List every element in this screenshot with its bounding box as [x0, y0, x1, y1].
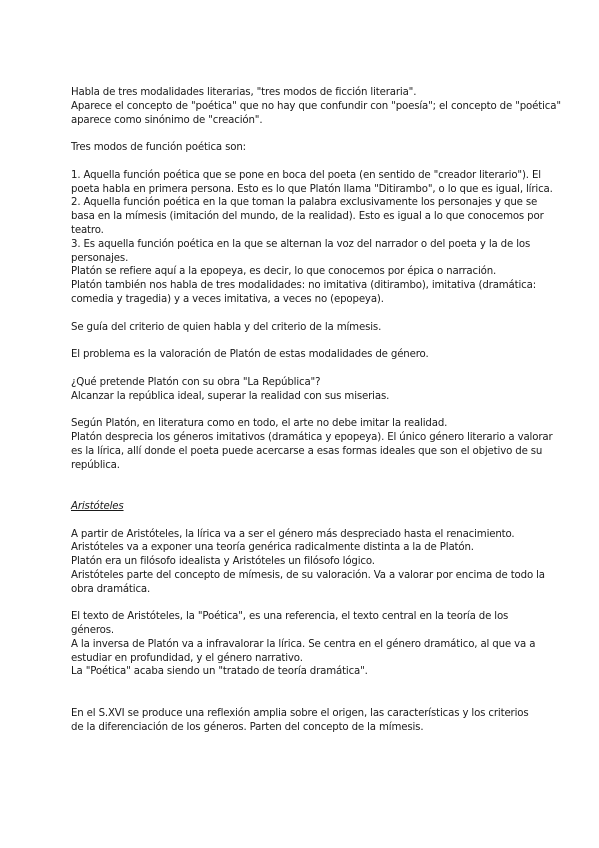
paragraph-modes-title [71, 141, 533, 155]
text-line: El problema es la valoración de Platón de estas modalidades de género. [71, 349, 429, 361]
text-line: comedia y tragedia) y a veces imitativa, a veces no (epopeya). [71, 293, 384, 305]
text-line: 3. Es aquella función poética en la que se alternan la voz del narrador o del poeta y la de los [71, 238, 531, 250]
text-line: En el S.XVI se produce una reflexión amplia sobre el origen, las características y los criterios [71, 707, 529, 719]
text-line: poeta habla en primera persona. Esto es lo que Platón llama "Ditirambo", o lo que es igual, lírica. [71, 183, 553, 195]
text-line: Según Platón, en literatura como en todo, el arte no debe imitar la realidad. [71, 418, 448, 430]
text-line: A partir de Aristóteles, la lírica va a ser el género más despreciado hasta el renacimiento. [71, 528, 515, 540]
text-line: es la lírica, allí donde el poeta puede acercarse a esas formas ideales que son el objetivo de su [71, 445, 543, 457]
section-heading-aristoteles [71, 500, 533, 514]
text-line: La "Poética" acaba siendo un "tratado de teoría dramática". [71, 666, 368, 678]
text-line: Aparece el concepto de "poética" que no hay que confundir con "poesía"; el concepto de "poética" [71, 100, 561, 112]
paragraph-aristoteles [71, 528, 545, 597]
paragraph-modes-list [71, 169, 553, 307]
text-line: géneros. [71, 625, 115, 637]
text-line: A la inversa de Platón va a infravalorar la lírica. Se centra en el género dramático, al que va a [71, 638, 536, 650]
paragraph-republic [71, 376, 533, 404]
text-line: teatro. [71, 224, 104, 236]
text-line: 2. Aquella función poética en la que toman la palabra exclusivamente los personajes y que se [71, 197, 538, 209]
text-line: de la diferenciación de los géneros. Parten del concepto de la mímesis. [71, 721, 424, 733]
text-line: Aristóteles parte del concepto de mímesis, de su valoración. Va a valorar por encima de todo la [71, 569, 545, 581]
paragraph-intro [71, 86, 561, 127]
text-line: Habla de tres modalidades literarias, "tres modos de ficción literaria". [71, 87, 417, 98]
document-body [71, 86, 561, 734]
text-line: aparece como sinónimo de "creación". [71, 114, 263, 126]
text-line: obra dramática. [71, 583, 151, 595]
text-line: Platón se refiere aquí a la epopeya, es decir, lo que conocemos por épica o narración. [71, 266, 497, 278]
section-heading: Aristóteles [71, 500, 124, 512]
text-line: Aristóteles va a exponer una teoría genérica radicalmente distinta a la de Platón. [71, 542, 474, 554]
paragraph-plato-view [71, 417, 553, 472]
paragraph-problem [71, 348, 533, 362]
text-line: república. [71, 459, 120, 471]
text-line: Se guía del criterio de quien habla y del criterio de la mímesis. [71, 321, 382, 333]
paragraph-criteria [71, 321, 533, 335]
text-line: El texto de Aristóteles, la "Poética", es una referencia, el texto central en la teoría de los [71, 611, 509, 623]
text-line: Alcanzar la república ideal, superar la realidad con sus miserias. [71, 390, 390, 402]
text-line: ¿Qué pretende Platón con su obra "La República"? [71, 376, 321, 388]
text-line: estudiar en profundidad, y el género narrativo. [71, 652, 303, 664]
text-line: personajes. [71, 252, 129, 264]
text-line: 1. Aquella función poética que se pone en boca del poeta (en sentido de "creador literario"). El [71, 169, 541, 181]
paragraph-poetica [71, 610, 536, 679]
text-line: basa en la mímesis (imitación del mundo, de la realidad). Esto es igual a lo que conocemos por [71, 211, 544, 223]
text-line: Platón también nos habla de tres modalidades: no imitativa (ditirambo), imitativa (dramática: [71, 280, 537, 292]
text-line: Platón desprecia los géneros imitativos (dramática y epopeya). El único género literario a valorar [71, 431, 553, 443]
paragraph-sxvi [71, 707, 533, 735]
text-line: Tres modos de función poética son: [71, 142, 246, 154]
text-line: Platón era un filósofo idealista y Aristóteles un filósofo lógico. [71, 556, 375, 568]
